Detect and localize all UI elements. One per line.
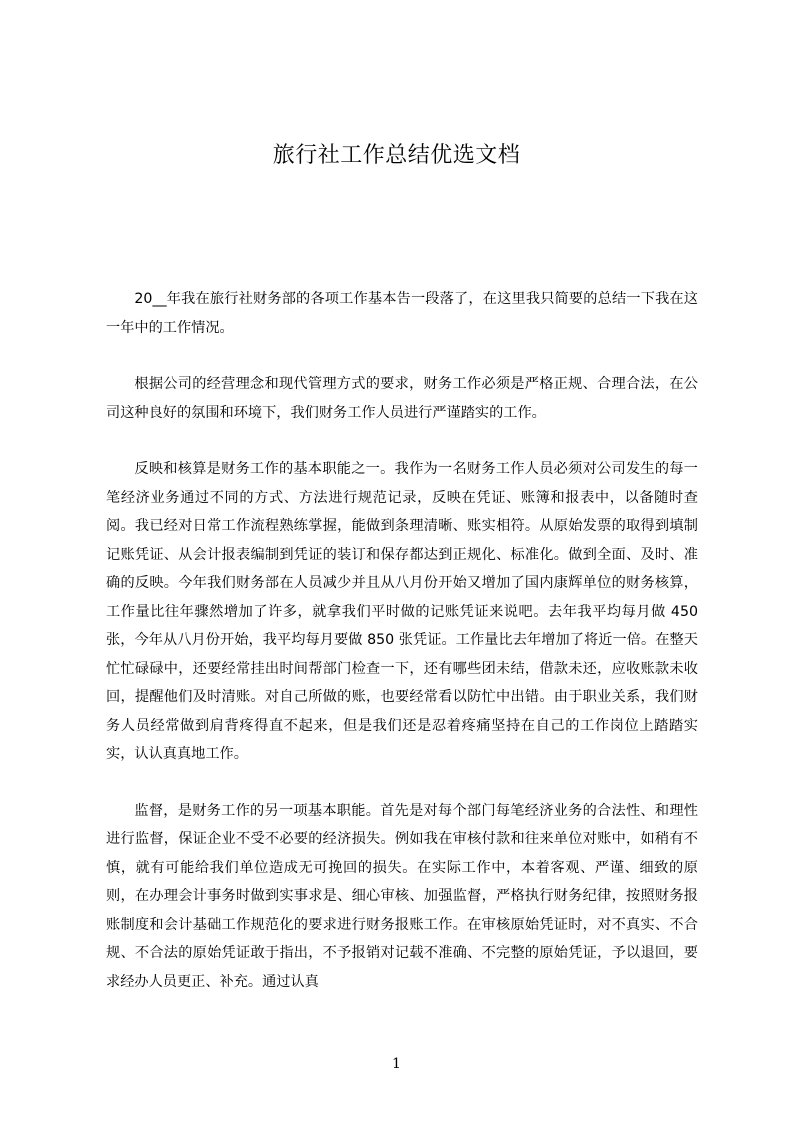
paragraph-principles: 根据公司的经营理念和现代管理方式的要求，财务工作必须是严格正规、合理合法，在公司这种良好的氛围和环境下，我们财务工作人员进行严谨踏实的工作。 <box>106 376 698 421</box>
page-number: 1 <box>392 1056 401 1072</box>
paragraph-supervision: 监督，是财务工作的另一项基本职能。首先是对每个部门每笔经济业务的合法性、和理性进行监督，保证企业不受不必要的经济损失。例如我在审核付款和往来单位对账中，如稍有不慎，就有可能给我们单位造成无可挽回的损失。在实际工作中，本着客观、严谨、细致的原则，在办理会计事务时做到实事求是、细心审核、加强监督，严格执行财务纪律，按照财务报账制度和会计基础工作规范化的要求进行财务报账工作。在审核原始凭证时，对不真实、不合规、不合法的原始凭证敢于指出，不予报销对记载不准确、不完整的原始凭证，予以退回，要求经办人员更正、补充。通过认真 <box>106 802 698 990</box>
document-body <box>106 285 698 1024</box>
paragraph-accounting: 反映和核算是财务工作的基本职能之一。我作为一名财务工作人员必须对公司发生的每一笔经济业务通过不同的方式、方法进行规范记录，反映在凭证、账簿和报表中，以备随时查阅。我已经对日常工作流程熟练掌握，能做到条理清晰、账实相符。从原始发票的取得到填制记账凭证、从会计报表编制到凭证的装订和保存都达到正规化、标准化。做到全面、及时、准确的反映。今年我们财务部在人员减少并且从八月份开始又增加了国内康辉单位的财务核算，工作量比往年骤然增加了许多，就拿我们平时做的记账凭证来说吧。去年我平均每月做 450 张，今年从八月份开始，我平均每月要做 850 张凭证。工作量比去年增加了将近一倍。在整天忙忙碌碌中，还要经常挂出时间帮部门检查一下，还有哪些团未结，借款未还，应收账款未收回，提醒他们及时清账。对自己所做的账，也要经常看以防忙中出错。由于职业关系，我们财务人员经常做到肩背疼得直不起来，但是我们还是忍着疼痛坚持在自己的工作岗位上踏踏实实，认认真真地工作。 <box>106 461 698 762</box>
document-title: 旅行社工作总结优选文档 <box>272 143 521 168</box>
paragraph-intro: 20__年我在旅行社财务部的各项工作基本告一段落了，在这里我只简要的总结一下我在这一年中的工作情况。 <box>106 291 698 336</box>
